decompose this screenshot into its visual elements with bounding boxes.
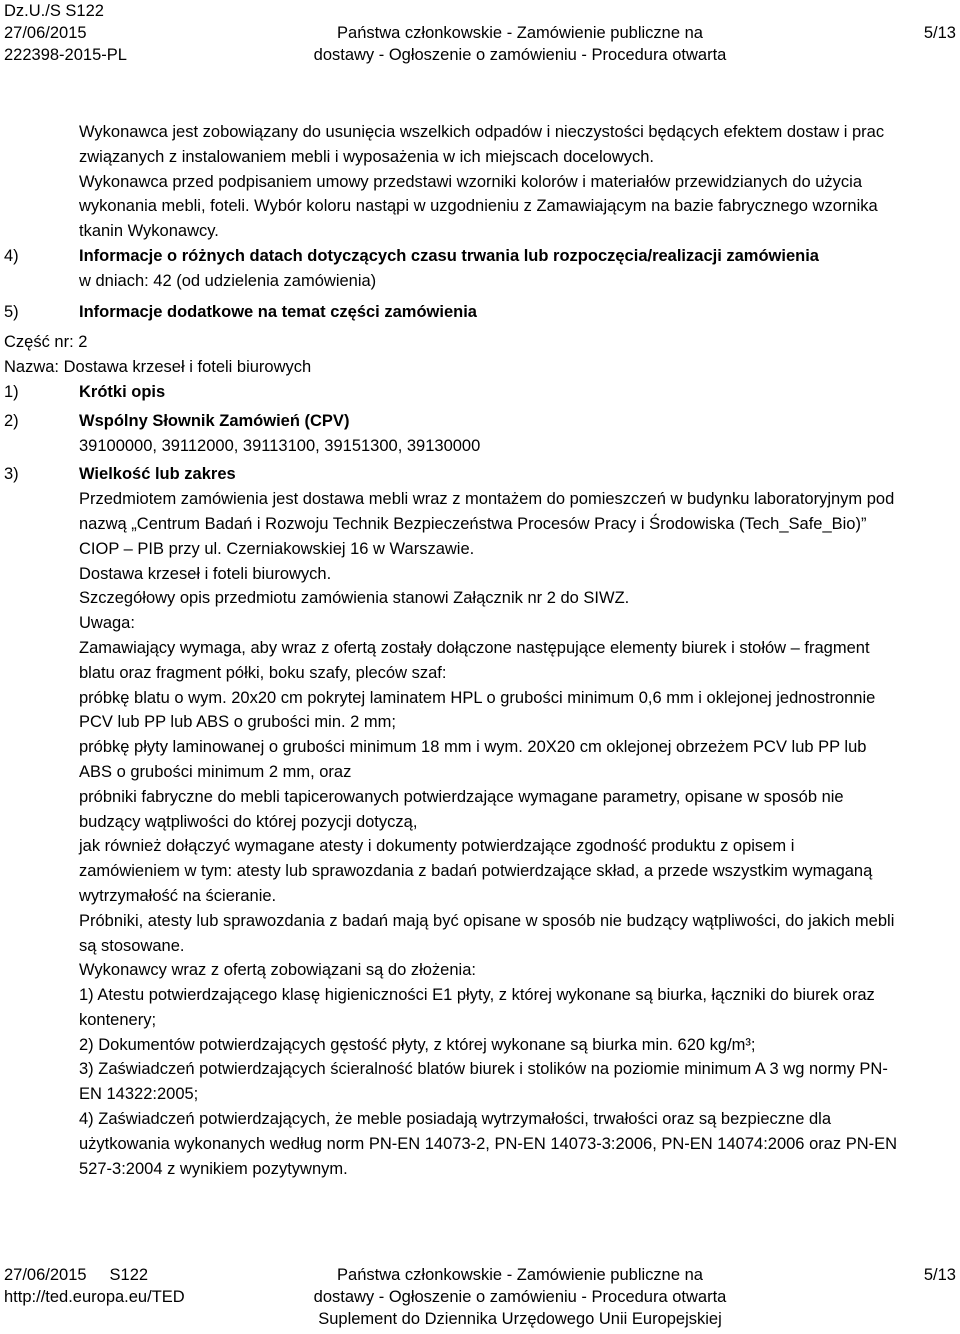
scope-line: Próbniki, atesty lub sprawozdania z badań mają być opisane w sposób nie budzący wątpliwości, do jakich mebli — [79, 911, 895, 930]
scope-line: zamówieniem w tym: atesty lub sprawozdania z badań potwierdzające skład, a przede wszystkim wymaganą — [79, 862, 873, 881]
section-title: Wspólny Słownik Zamówień (CPV) — [79, 411, 350, 430]
intro-line: Wykonawca przed podpisaniem umowy przedstawi wzorniki kolorów i materiałów przewidzianych do użycia — [79, 172, 863, 191]
scope-line: EN 14322:2005; — [79, 1085, 199, 1104]
section-5-heading — [4, 300, 956, 325]
scope-line: 2) Dokumentów potwierdzających gęstość płyty, z której wykonane są biurka min. 620 kg/m³; — [79, 1035, 756, 1054]
header-notice-id: 222398-2015-PL — [4, 46, 127, 64]
section-title: Informacje o różnych datach dotyczących czasu trwania lub rozpoczęcia/realizacji zamówienia — [79, 246, 819, 265]
scope-line: nazwą „Centrum Badań i Rozwoju Technik Bezpieczeństwa Procesów Pracy i Środowiska (Tech_Safe_Bio)” — [79, 514, 867, 533]
footer-url[interactable]: http://ted.europa.eu/TED — [4, 1288, 185, 1306]
scope-line: użytkowania wykonanych według norm PN-EN 14073-2, PN-EN 14073-3:2006, PN-EN 14074:2006 oraz PN-EN — [79, 1134, 898, 1153]
header-title-line-2: dostawy - Ogłoszenie o zamówieniu - Procedura otwarta — [313, 46, 727, 64]
scope-line: 527-3:2004 z wynikiem pozytywnym. — [79, 1159, 348, 1178]
scope-line: PCV lub PP lub ABS o grubości min. 2 mm; — [79, 713, 397, 732]
scope-line: Wykonawcy wraz z ofertą zobowiązani są do złożenia: — [79, 961, 476, 980]
header-date: 27/06/2015 — [4, 24, 87, 42]
footer-title-line-3: Suplement do Dziennika Urzędowego Unii Europejskiej — [318, 1310, 722, 1328]
footer-title-line-2: dostawy - Ogłoszenie o zamówieniu - Procedura otwarta — [313, 1288, 727, 1306]
footer-left — [4, 1264, 244, 1308]
scope-line: Uwaga: — [79, 614, 135, 633]
header-left — [4, 0, 244, 66]
header-page-number: 5/13 — [923, 24, 956, 42]
header-title-line-1: Państwa członkowskie - Zamówienie publiczne na — [337, 24, 703, 42]
scope-line: Szczegółowy opis przedmiotu zamówienia stanowi Załącznik nr 2 do SIWZ. — [79, 589, 630, 608]
intro-line: związanych z instalowaniem mebli i wyposażenia w ich miejscach docelowych. — [79, 147, 654, 166]
subsection-2-heading — [4, 409, 956, 434]
footer-title — [270, 1264, 770, 1330]
scope-line: jak również dołączyć wymagane atesty i dokumenty potwierdzające zgodność produktu z opisem i — [79, 837, 795, 856]
intro-paragraph — [4, 120, 956, 244]
scope-line: CIOP – PIB przy ul. Czerniakowskiej 16 w Warszawie. — [79, 539, 475, 558]
part-name: Nazwa: Dostawa krzeseł i foteli biurowych — [4, 358, 312, 377]
footer-series: S122 — [109, 1266, 149, 1284]
section-number: 4) — [4, 246, 19, 265]
document-body — [4, 120, 956, 1181]
scope-line: próbkę blatu o wym. 20x20 cm pokrytej laminatem HPL o grubości minimum 0,6 mm i oklejonej jednostronnie — [79, 688, 876, 707]
scope-line: 4) Zaświadczeń potwierdzających, że meble posiadają wytrzymałości, trwałości oraz są bezpieczne dla — [79, 1110, 831, 1129]
subsection-1-heading — [4, 380, 956, 405]
section-title: Krótki opis — [79, 382, 166, 401]
section-4-text: w dniach: 42 (od udzielenia zamówienia) — [79, 271, 377, 290]
intro-line: tkanin Wykonawcy. — [79, 222, 219, 241]
scope-line: Przedmiotem zamówienia jest dostawa mebli wraz z montażem do pomieszczeń w budynku laboratoryjnym pod — [79, 490, 895, 509]
section-number: 5) — [4, 302, 19, 321]
intro-line: wykonania mebli, foteli. Wybór koloru nastąpi w uzgodnieniu z Zamawiającym na bazie fabrycznego wzornika — [79, 197, 878, 216]
section-title: Informacje dodatkowe na temat części zamówienia — [79, 302, 477, 321]
scope-line: blatu oraz fragment półki, boku szafy, pleców szaf: — [79, 663, 447, 682]
footer-date: 27/06/2015 — [4, 1266, 87, 1284]
header-title — [270, 22, 770, 66]
footer-page-number: 5/13 — [923, 1266, 956, 1284]
scope-line: Dostawa krzeseł i foteli biurowych. — [79, 564, 332, 583]
scope-line: próbkę płyty laminowanej o grubości minimum 18 mm i wym. 20X20 cm oklejonej obrzeżem PCV lub PP lub — [79, 738, 867, 757]
cpv-codes: 39100000, 39112000, 39113100, 39151300, 39130000 — [79, 436, 481, 455]
part-number: Część nr: 2 — [4, 333, 88, 352]
section-number: 1) — [4, 382, 19, 401]
scope-line: 1) Atestu potwierdzającego klasę higieniczności E1 płyty, z której wykonane są biurka, łączniki do biurek oraz — [79, 986, 875, 1005]
scope-line: 3) Zaświadczeń potwierdzających ścieralność blatów biurek i stolików na poziomie minimum A 3 wg normy PN- — [79, 1060, 888, 1079]
footer-date-series — [4, 1264, 244, 1286]
header-doc-ref: Dz.U./S S122 — [4, 2, 104, 20]
footer-title-line-1: Państwa członkowskie - Zamówienie publiczne na — [337, 1266, 703, 1284]
scope-line: budzący wątpliwości do której pozycji dotyczą, — [79, 812, 418, 831]
section-number: 3) — [4, 465, 19, 484]
scope-line: kontenery; — [79, 1010, 157, 1029]
scope-line: Zamawiający wymaga, aby wraz z ofertą zostały dołączone następujące elementy biurek i stołów – fragment — [79, 638, 870, 657]
scope-line: ABS o grubości minimum 2 mm, oraz — [79, 762, 352, 781]
section-number: 2) — [4, 411, 19, 430]
scope-text — [4, 487, 956, 1181]
section-4-heading — [4, 244, 956, 269]
subsection-3-heading — [4, 462, 956, 487]
scope-line: wytrzymałość na ścieranie. — [79, 886, 277, 905]
section-title: Wielkość lub zakres — [79, 465, 236, 484]
intro-line: Wykonawca jest zobowiązany do usunięcia wszelkich odpadów i nieczystości będących efektem dostaw i prac — [79, 123, 885, 141]
scope-line: są stosowane. — [79, 936, 185, 955]
scope-line: próbniki fabryczne do mebli tapicerowanych potwierdzające wymagane parametry, opisane w sposób nie — [79, 787, 844, 806]
